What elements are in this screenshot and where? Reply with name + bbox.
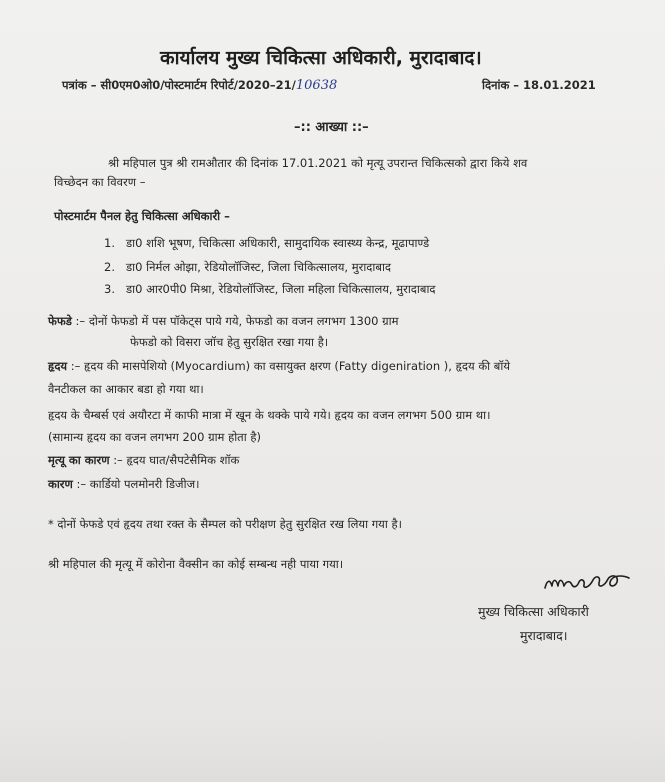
report-heading: –:: आख्या ::–	[294, 120, 369, 135]
panel-member	[104, 235, 429, 251]
member-number: 1.	[104, 236, 115, 250]
office-title: कार्यालय मुख्य चिकित्सा अधिकारी, मुरादाबाद।	[160, 47, 482, 69]
member-number: 2.	[104, 260, 115, 274]
member-text: डा0 आर0पी0 मिश्रा, रेडियोलॉजिस्ट, जिला महिला चिकित्सालय, मुरादाबाद	[126, 282, 436, 296]
death-cause-value: :– हृदय घात/सैपटेसैमिक शॉक	[113, 453, 240, 467]
heart-line-4: (सामान्य हृदय का वजन लगभग 200 ग्राम होता है)	[48, 430, 261, 444]
intro-line-2: विच्छेदन का विवरण –	[54, 175, 146, 189]
panel-member	[104, 259, 391, 275]
heart-finding	[48, 358, 510, 374]
paper-shadow	[0, 712, 665, 782]
reference-printed: पत्रांक – सी0एम0ओ0/पोस्टमार्टम रिपोर्ट/2020–21/	[62, 78, 296, 92]
lungs-line-2: फेफडो को विसरा जॉच हेतु सुरक्षित रखा गया है।	[130, 335, 329, 349]
heart-line-2: वैनटीकल का आकार बडा हो गया था।	[48, 382, 204, 396]
signatory-title: मुख्य चिकित्सा अधिकारी	[478, 604, 589, 619]
handwritten-signature	[541, 566, 633, 596]
member-text: डा0 निर्मल ओझा, रेडियोलॉजिस्ट, जिला चिकित्सालय, मुरादाबाद	[126, 260, 392, 274]
heart-label: हृदय	[48, 359, 68, 373]
lungs-finding	[48, 313, 399, 329]
sample-note: * दोनों फेफडे एवं हृदय तथा रक्त के सैम्पल को परीक्षण हेतु सुरक्षित रख लिया गया है।	[48, 517, 402, 531]
death-cause-label: मृत्यू का कारण	[48, 453, 110, 467]
reference-handwritten: 10638	[295, 78, 338, 93]
member-number: 3.	[104, 282, 115, 296]
intro-line-1: श्री महिपाल पुत्र श्री रामऔतार की दिनांक 17.01.2021 को मृत्यू उपरान्त चिकित्सको द्वारा किये शव	[108, 156, 528, 170]
cause-label: कारण	[48, 477, 73, 491]
panel-member	[104, 281, 436, 297]
member-text: डा0 शशि भूषण, चिकित्सा अधिकारी, सामुदायिक स्वास्थ्य केन्द्र, मूढापाण्डे	[126, 236, 430, 250]
lungs-label: फेफडे	[48, 314, 72, 328]
cause-value: :– कार्डियो पलमोनरी डिजीज।	[76, 477, 200, 491]
underlying-cause	[48, 476, 199, 492]
heart-line-1: :– हृदय की मासपेशियो (Myocardium) का वसायुक्त क्षरण (Fatty digeniration ), हृदय की बॉये	[70, 359, 511, 373]
signatory-place: मुरादाबाद।	[520, 628, 568, 643]
lungs-line-1: :– दोनों फेफडो में पस पॉकेट्स पाये गये, फेफडो का वजन लगभग 1300 ग्राम	[75, 314, 399, 328]
panel-title: पोस्टमार्टम पैनल हेतु चिकित्सा अधिकारी –	[54, 209, 230, 223]
letter-date: दिनांक – 18.01.2021	[482, 78, 596, 92]
death-cause	[48, 452, 239, 468]
reference-number	[62, 78, 337, 93]
vaccine-note: श्री महिपाल की मृत्यू में कोरोना वैक्सीन का कोई सम्बन्ध नही पाया गया।	[48, 557, 344, 571]
heart-line-3: हृदय के चैम्बर्स एवं अयौरटा में काफी मात्रा में खून के थक्के पाये गये। हृदय का वजन लगभग 500 ग्राम था।	[48, 408, 491, 422]
